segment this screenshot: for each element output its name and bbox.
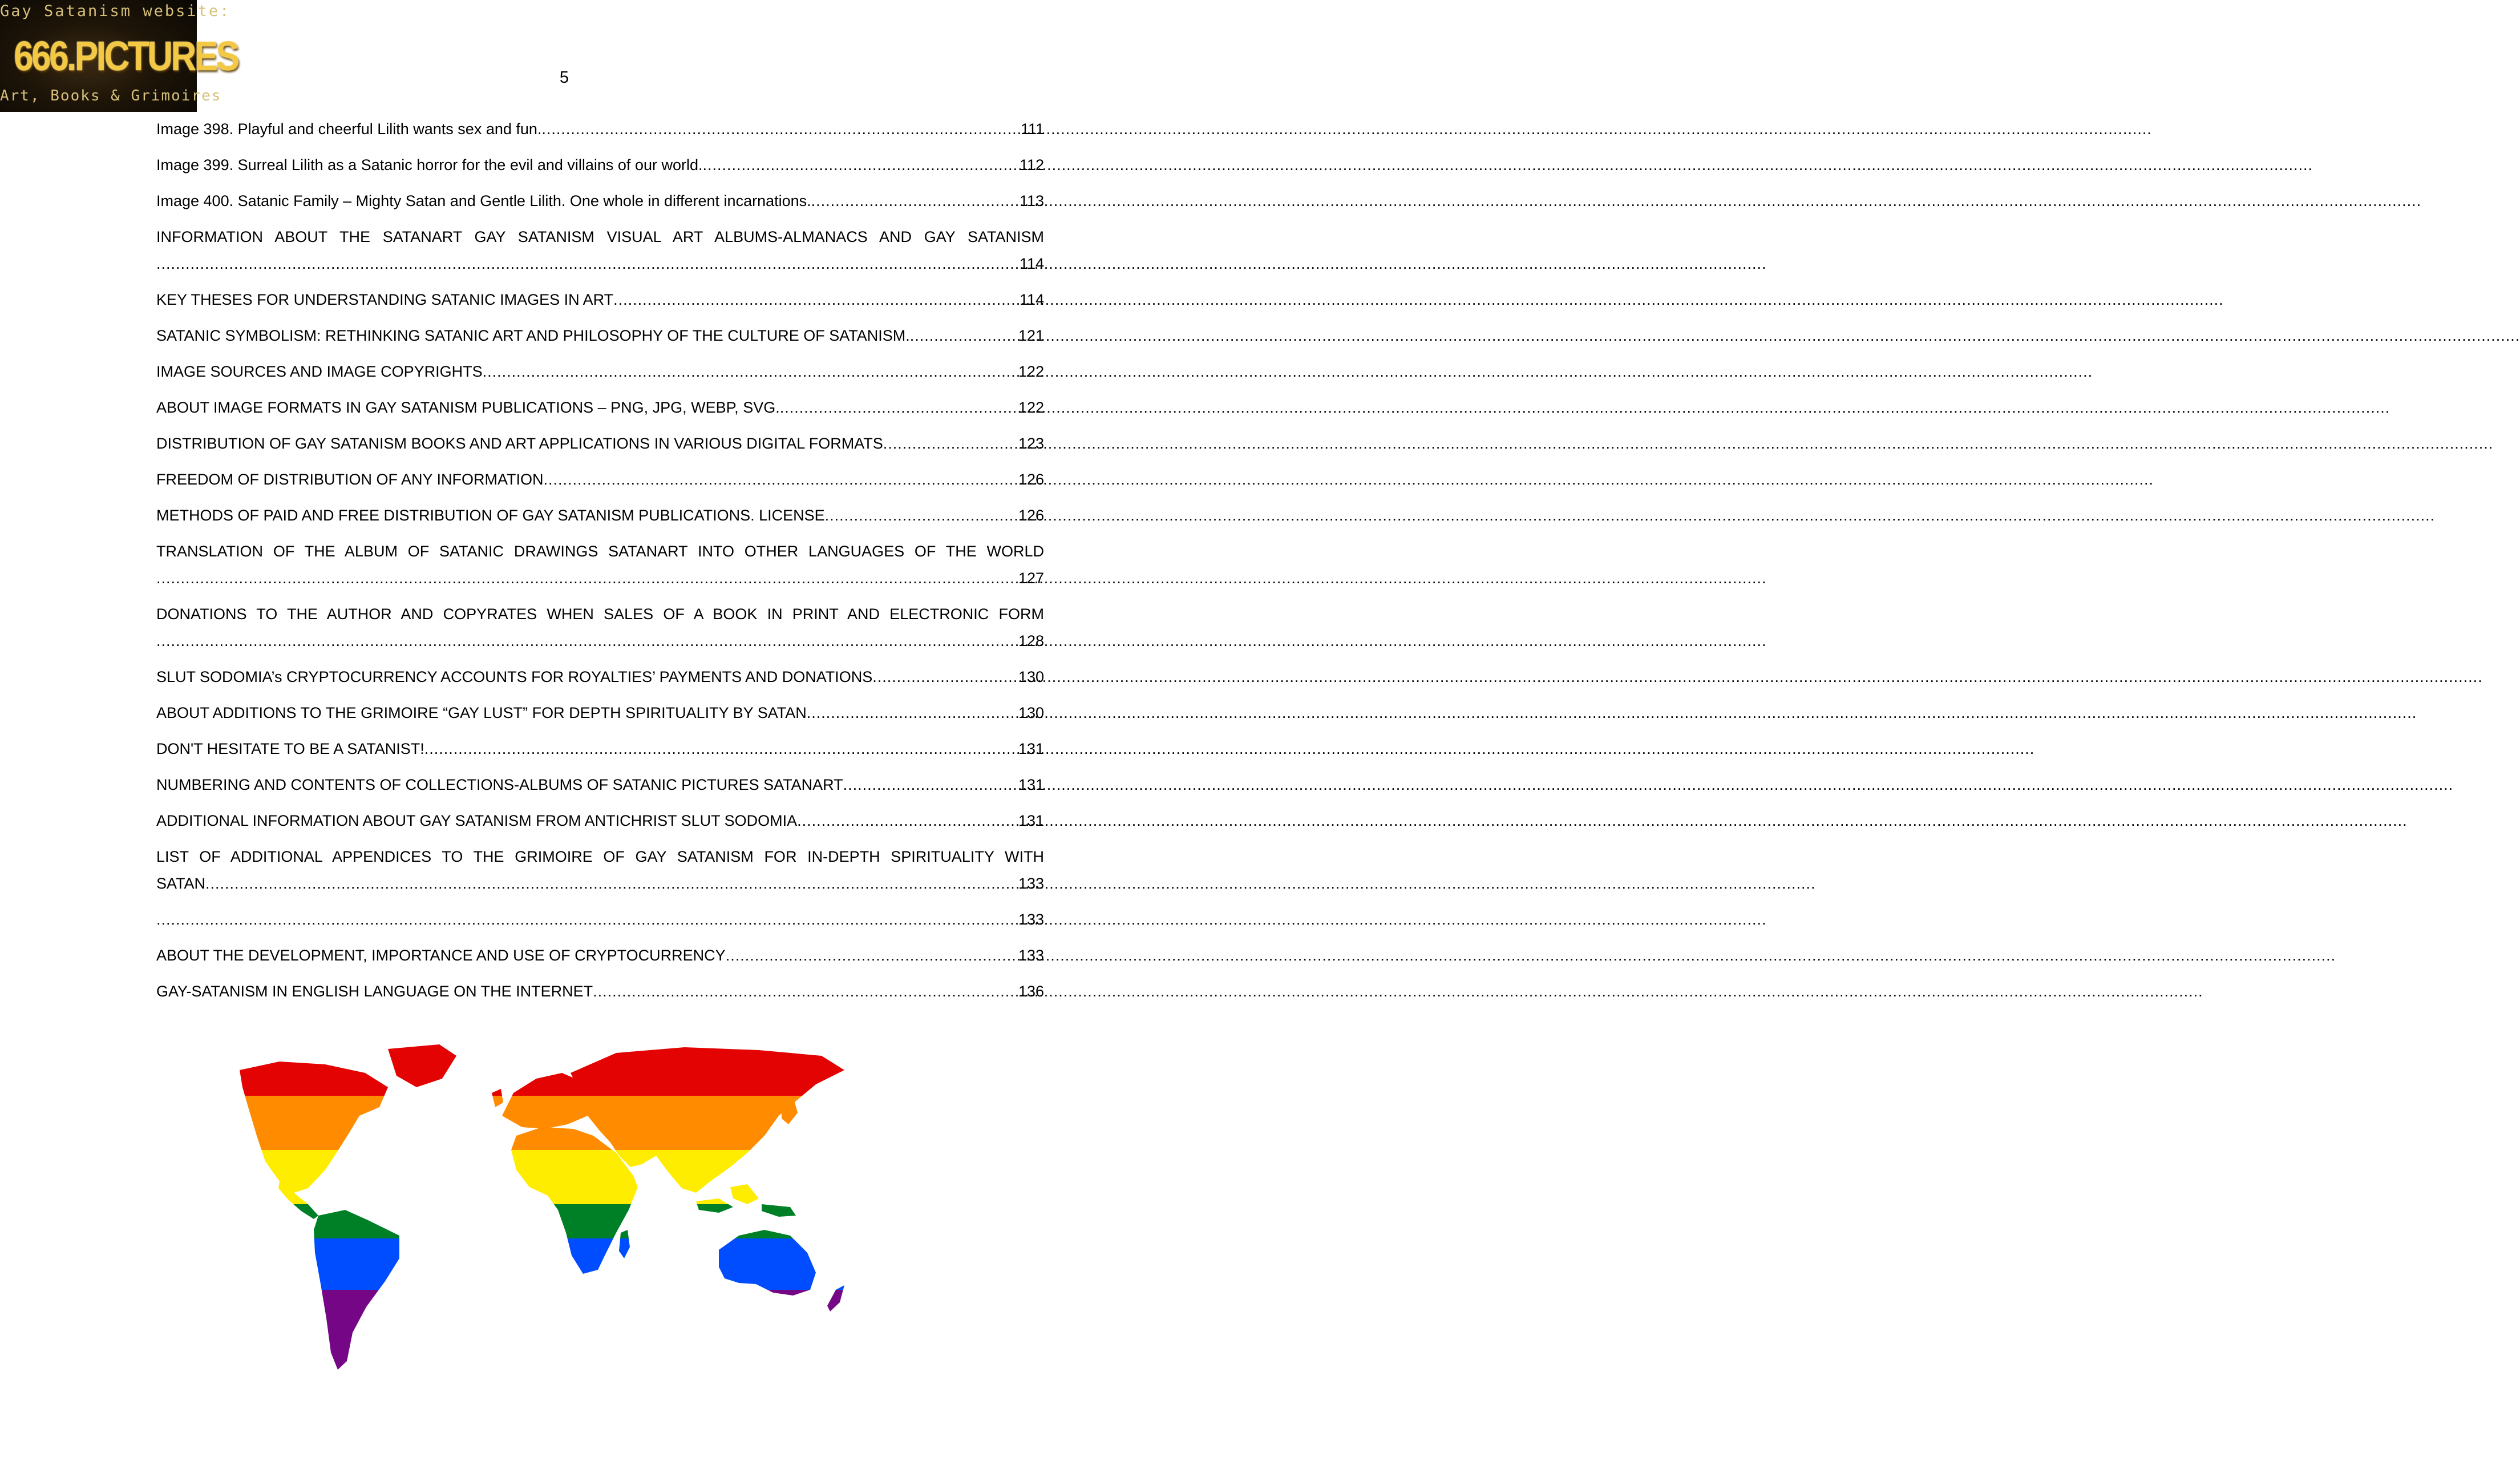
toc-entry[interactable]	[156, 116, 1044, 143]
dot-leader	[156, 251, 1018, 277]
dot-leader	[780, 394, 1017, 421]
toc-entry-page: 122	[1018, 399, 1044, 416]
page-number: 5	[559, 68, 569, 87]
toc-entry[interactable]	[156, 502, 1044, 529]
toc-entry-page: 122	[1018, 363, 1044, 380]
rainbow-stripe	[217, 1204, 958, 1238]
toc-entry-page: 136	[1018, 983, 1044, 1000]
toc-entry-page: 126	[1018, 507, 1044, 524]
table-of-contents	[156, 116, 1044, 1014]
toc-entry-title: ABOUT THE DEVELOPMENT, IMPORTANCE AND USE OF CRYPTOCURRENCY	[156, 947, 726, 964]
toc-entry[interactable]	[156, 538, 1044, 592]
toc-entry-title: ABOUT IMAGE FORMATS IN GAY SATANISM PUBLICATIONS – PNG, JPG, WEBP, SVG.	[156, 399, 780, 416]
toc-entry-title-line: TRANSLATION OF THE ALBUM OF SATANIC DRAWINGS SATANART INTO OTHER LANGUAGES OF THE WORLD	[156, 543, 1044, 560]
toc-entry-title: Image 400. Satanic Family – Mighty Satan and Gentle Lilith. One whole in different incarnations.	[156, 192, 811, 209]
toc-entry-title: DISTRIBUTION OF GAY SATANISM BOOKS AND ART APPLICATIONS IN VARIOUS DIGITAL FORMATS	[156, 435, 883, 452]
dot-leader	[872, 664, 1017, 691]
toc-entry-title: NUMBERING AND CONTENTS OF COLLECTIONS-ALBUMS OF SATANIC PICTURES SATANART	[156, 776, 843, 793]
toc-entry-page: 128	[1018, 632, 1044, 649]
toc-entry[interactable]	[156, 152, 1044, 179]
dot-leader	[703, 152, 1018, 179]
toc-entry[interactable]	[156, 601, 1044, 655]
dot-leader	[825, 502, 1017, 529]
dot-leader	[483, 358, 1017, 385]
toc-entry-title: SATAN	[156, 875, 206, 892]
dot-leader	[205, 870, 1017, 897]
rainbow-stripe	[217, 1096, 958, 1150]
rainbow-world-map	[217, 1039, 958, 1381]
toc-entry-page: 114	[1019, 291, 1044, 308]
dot-leader	[541, 116, 1020, 143]
toc-entry-page: 121	[1018, 327, 1044, 344]
dot-leader	[156, 906, 1017, 933]
toc-entry-page: 112	[1019, 156, 1044, 173]
rainbow-stripe	[217, 1150, 958, 1204]
toc-entry-title: SLUT SODOMIA’s CRYPTOCURRENCY ACCOUNTS FOR ROYALTIES’ PAYMENTS AND DONATIONS	[156, 668, 873, 685]
dot-leader	[726, 942, 1017, 969]
toc-entry[interactable]	[156, 358, 1044, 385]
toc-entry-title: IMAGE SOURCES AND IMAGE COPYRIGHTS	[156, 363, 483, 380]
toc-entry-page: 133	[1018, 911, 1044, 928]
toc-entry-title: ADDITIONAL INFORMATION ABOUT GAY SATANISM FROM ANTICHRIST SLUT SODOMIA	[156, 812, 798, 829]
toc-entry-title: GAY-SATANISM IN ENGLISH LANGUAGE ON THE INTERNET	[156, 983, 593, 1000]
dot-leader	[811, 188, 1018, 215]
toc-entry-page: 133	[1018, 947, 1044, 964]
toc-entry-page: 131	[1018, 740, 1044, 757]
dot-leader	[544, 466, 1017, 493]
toc-entry[interactable]	[156, 772, 1044, 798]
toc-entry[interactable]	[156, 430, 1044, 457]
world-map-graphic	[217, 1039, 958, 1381]
toc-entry-page: 111	[1020, 120, 1044, 138]
toc-entry[interactable]	[156, 224, 1044, 277]
toc-entry[interactable]	[156, 188, 1044, 215]
toc-entry-page: 126	[1018, 471, 1044, 488]
toc-entry[interactable]	[156, 700, 1044, 727]
toc-entry-title: DON'T HESITATE TO BE A SATANIST!	[156, 740, 424, 757]
toc-entry-title: KEY THESES FOR UNDERSTANDING SATANIC IMAGES IN ART	[156, 291, 614, 308]
toc-entry[interactable]	[156, 664, 1044, 691]
toc-entry[interactable]	[156, 286, 1044, 313]
dot-leader	[843, 772, 1017, 798]
toc-entry-page: 131	[1018, 812, 1044, 829]
toc-entry-page: 133	[1018, 875, 1044, 892]
toc-entry-title-line: LIST OF ADDITIONAL APPENDICES TO THE GRIMOIRE OF GAY SATANISM FOR IN-DEPTH SPIRITUALITY WITH	[156, 848, 1044, 865]
toc-entry-title: ABOUT ADDITIONS TO THE GRIMOIRE “GAY LUST” FOR DEPTH SPIRITUALITY BY SATAN	[156, 704, 807, 721]
toc-entry-page: 123	[1018, 435, 1044, 452]
toc-entry[interactable]	[156, 736, 1044, 762]
dot-leader	[593, 978, 1017, 1005]
dot-leader	[807, 700, 1017, 727]
toc-entry[interactable]	[156, 843, 1044, 897]
toc-entry-title: Image 399. Surreal Lilith as a Satanic horror for the evil and villains of our world.	[156, 156, 703, 173]
dot-leader	[156, 628, 1017, 655]
toc-entry[interactable]	[156, 466, 1044, 493]
dot-leader	[424, 736, 1017, 762]
toc-entry[interactable]	[156, 942, 1044, 969]
toc-entry-title-line: INFORMATION ABOUT THE SATANART GAY SATANISM VISUAL ART ALBUMS-ALMANACS AND GAY SATANISM	[156, 228, 1044, 245]
dot-leader	[613, 286, 1018, 313]
toc-entry-title: METHODS OF PAID AND FREE DISTRIBUTION OF GAY SATANISM PUBLICATIONS. LICENSE	[156, 507, 825, 524]
toc-entry-page: 130	[1018, 668, 1044, 685]
toc-entry[interactable]	[156, 978, 1044, 1005]
rainbow-stripe	[217, 1290, 958, 1381]
toc-entry-page: 130	[1018, 704, 1044, 721]
rainbow-stripe	[217, 1238, 958, 1290]
toc-entry-page: 113	[1019, 192, 1044, 209]
rainbow-stripes	[217, 1039, 958, 1381]
dot-leader	[910, 322, 1017, 349]
logo-tagline-bottom: Art, Books & Grimoires	[0, 87, 222, 104]
toc-entry[interactable]	[156, 808, 1044, 834]
toc-entry-title-line: DONATIONS TO THE AUTHOR AND COPYRATES WHEN SALES OF A BOOK IN PRINT AND ELECTRONIC FORM	[156, 606, 1044, 623]
logo-wordmark: 666.PICTURES	[14, 34, 238, 79]
toc-entry[interactable]	[156, 906, 1044, 933]
toc-entry-page: 131	[1018, 776, 1044, 793]
toc-entry-page: 127	[1018, 570, 1044, 587]
dot-leader	[883, 430, 1017, 457]
toc-entry-title: FREEDOM OF DISTRIBUTION OF ANY INFORMATION	[156, 471, 544, 488]
toc-entry-page: 114	[1019, 255, 1044, 272]
toc-entry-title: Image 398. Playful and cheerful Lilith wants sex and fun.	[156, 120, 542, 138]
site-logo	[0, 0, 238, 112]
logo-tagline-top: Gay Satanism website:	[0, 2, 231, 20]
toc-entry[interactable]	[156, 394, 1044, 421]
dot-leader	[156, 565, 1017, 592]
dot-leader	[797, 808, 1017, 834]
toc-entry-title: SATANIC SYMBOLISM: RETHINKING SATANIC ART AND PHILOSOPHY OF THE CULTURE OF SATANISM.	[156, 327, 910, 344]
rainbow-stripe	[217, 1039, 958, 1096]
toc-entry[interactable]	[156, 322, 1044, 349]
